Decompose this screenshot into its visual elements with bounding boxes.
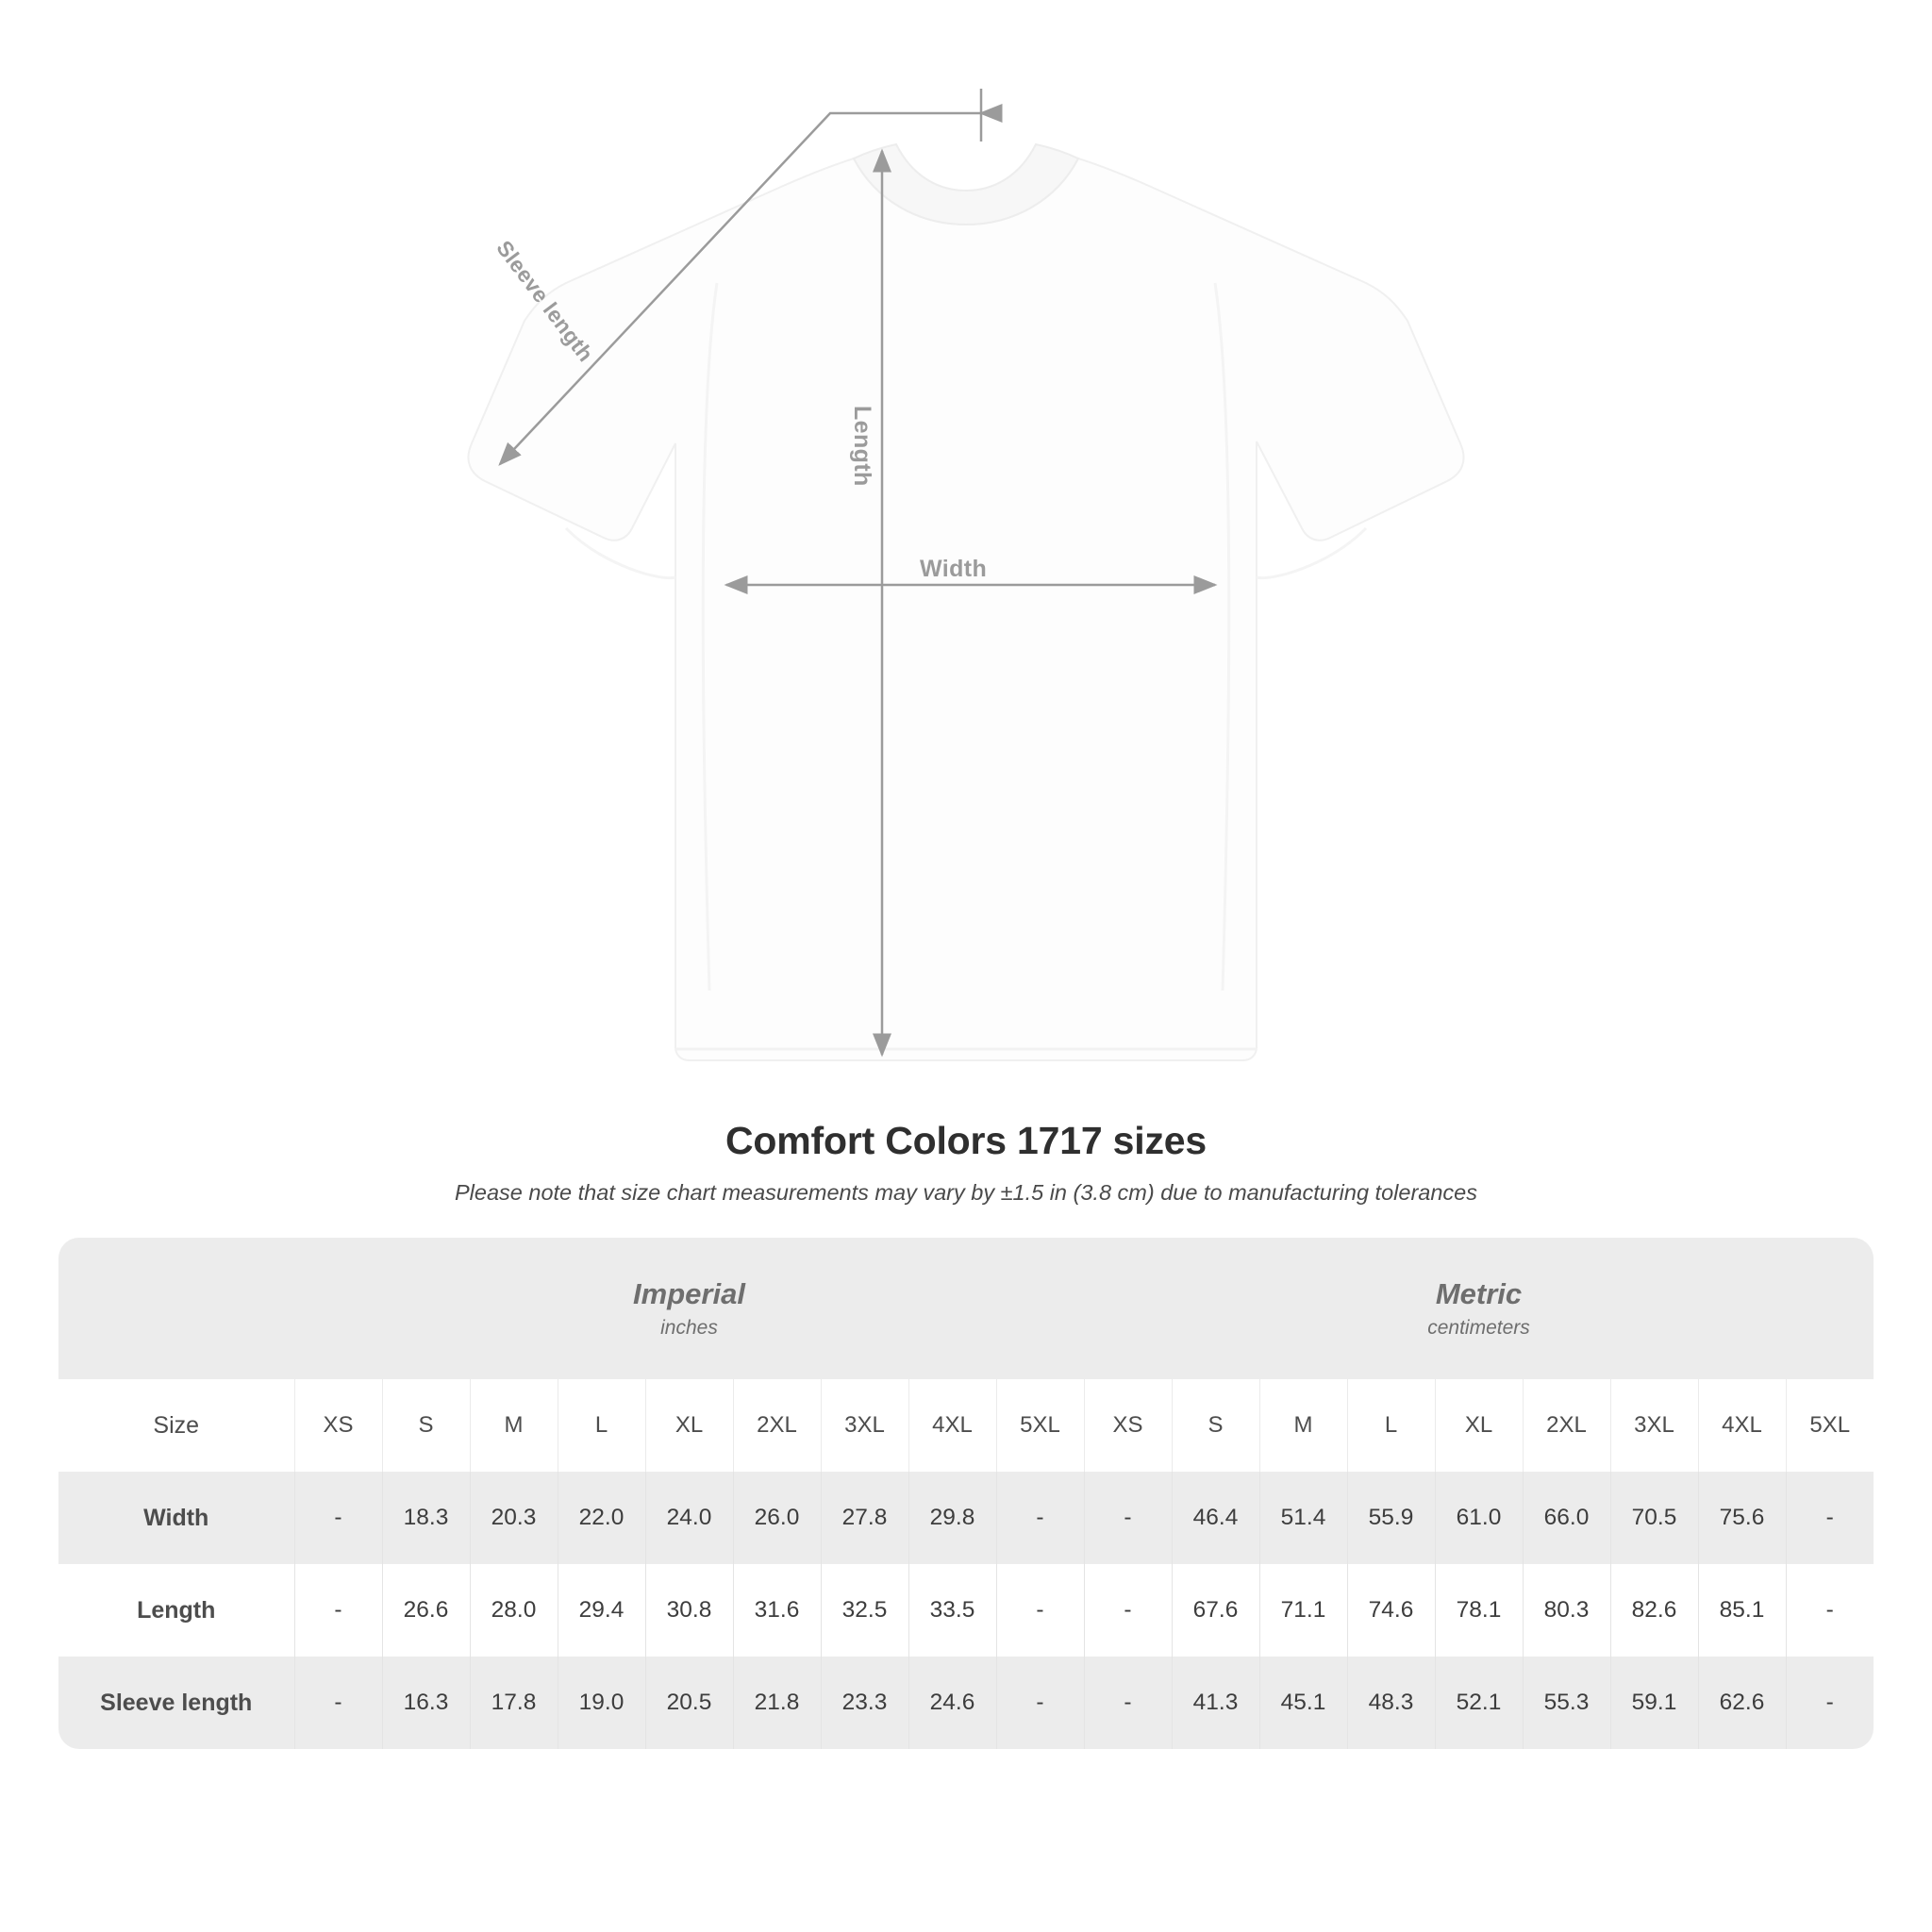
measurement-cell: 45.1 <box>1259 1657 1347 1749</box>
column-header: 2XL <box>733 1379 821 1472</box>
measurement-cell: 48.3 <box>1347 1657 1435 1749</box>
measurement-cell: 62.6 <box>1698 1657 1786 1749</box>
measurement-cell: 27.8 <box>821 1472 908 1564</box>
measurement-cell: 67.6 <box>1172 1564 1259 1657</box>
table-row <box>58 1657 1874 1749</box>
measurement-cell: - <box>996 1472 1084 1564</box>
width-label: Width <box>920 556 988 582</box>
measurement-cell: 21.8 <box>733 1657 821 1749</box>
measurement-cell: 74.6 <box>1347 1564 1435 1657</box>
measurement-cell: 26.0 <box>733 1472 821 1564</box>
unit-name: Imperial <box>633 1277 745 1310</box>
column-header: S <box>382 1379 470 1472</box>
measurement-cell: - <box>996 1564 1084 1657</box>
column-header: M <box>470 1379 558 1472</box>
measurement-cell: 51.4 <box>1259 1472 1347 1564</box>
measurement-cell: 55.9 <box>1347 1472 1435 1564</box>
measurement-cell: 16.3 <box>382 1657 470 1749</box>
page-title: Comfort Colors 1717 sizes <box>725 1119 1207 1162</box>
measurement-cell: 55.3 <box>1523 1657 1610 1749</box>
measurement-cell: 85.1 <box>1698 1564 1786 1657</box>
tolerance-note: Please note that size chart measurements may vary by ±1.5 in (3.8 cm) due to manufacturing tolerances <box>455 1180 1477 1205</box>
unit-subtitle: centimeters <box>1427 1317 1530 1339</box>
column-header: 5XL <box>996 1379 1084 1472</box>
measurement-cell: - <box>1786 1657 1874 1749</box>
row-header: Sleeve length <box>58 1657 294 1749</box>
measurement-cell: 26.6 <box>382 1564 470 1657</box>
measurement-cell: - <box>1786 1472 1874 1564</box>
unit-name: Metric <box>1435 1277 1523 1310</box>
measurement-cell: 29.8 <box>908 1472 996 1564</box>
measurement-cell: 66.0 <box>1523 1472 1610 1564</box>
measurement-cell: 24.0 <box>645 1472 733 1564</box>
column-header: XL <box>1435 1379 1523 1472</box>
measurement-cell: 78.1 <box>1435 1564 1523 1657</box>
measurement-cell: 33.5 <box>908 1564 996 1657</box>
measurement-cell: 22.0 <box>558 1472 645 1564</box>
column-header: XS <box>294 1379 382 1472</box>
measurement-cell: 71.1 <box>1259 1564 1347 1657</box>
measurement-cell: 19.0 <box>558 1657 645 1749</box>
measurement-cell: - <box>996 1657 1084 1749</box>
unit-subtitle: inches <box>660 1317 718 1339</box>
size-corner-label: Size <box>58 1379 294 1472</box>
column-header: 4XL <box>908 1379 996 1472</box>
measurement-cell: 80.3 <box>1523 1564 1610 1657</box>
measurement-cell: 23.3 <box>821 1657 908 1749</box>
row-header: Length <box>58 1564 294 1657</box>
size-table-wrapper <box>58 1238 1874 1749</box>
measurement-cell: 20.5 <box>645 1657 733 1749</box>
size-header-row <box>58 1379 1874 1472</box>
size-table <box>58 1238 1874 1749</box>
unit-header-row <box>58 1238 1874 1379</box>
measurement-cell: - <box>1786 1564 1874 1657</box>
length-label: Length <box>849 406 875 487</box>
column-header: L <box>1347 1379 1435 1472</box>
measurement-cell: 18.3 <box>382 1472 470 1564</box>
measurement-cell: 82.6 <box>1610 1564 1698 1657</box>
measurement-cell: 32.5 <box>821 1564 908 1657</box>
column-header: 5XL <box>1786 1379 1874 1472</box>
unit-header-metric <box>1084 1238 1874 1379</box>
sleeve-length-label: Sleeve length <box>491 236 599 367</box>
measurement-cell: 17.8 <box>470 1657 558 1749</box>
measurement-cell: - <box>294 1472 382 1564</box>
measurement-cell: 59.1 <box>1610 1657 1698 1749</box>
row-header: Width <box>58 1472 294 1564</box>
column-header: 4XL <box>1698 1379 1786 1472</box>
measurement-cell: 41.3 <box>1172 1657 1259 1749</box>
measurement-cell: 52.1 <box>1435 1657 1523 1749</box>
table-row <box>58 1472 1874 1564</box>
column-header: 2XL <box>1523 1379 1610 1472</box>
column-header: M <box>1259 1379 1347 1472</box>
table-row <box>58 1564 1874 1657</box>
measurement-cell: 70.5 <box>1610 1472 1698 1564</box>
measurement-cell: 61.0 <box>1435 1472 1523 1564</box>
measurement-cell: 31.6 <box>733 1564 821 1657</box>
measurement-cell: - <box>1084 1657 1172 1749</box>
measurement-cell: 75.6 <box>1698 1472 1786 1564</box>
title-block <box>0 1119 1932 1206</box>
measurement-cell: 24.6 <box>908 1657 996 1749</box>
unit-header-imperial <box>294 1238 1084 1379</box>
measurement-cell: 29.4 <box>558 1564 645 1657</box>
measurement-cell: - <box>294 1657 382 1749</box>
measurement-cell: 28.0 <box>470 1564 558 1657</box>
unit-row-spacer <box>58 1238 294 1379</box>
measurement-cell: - <box>1084 1564 1172 1657</box>
column-header: 3XL <box>1610 1379 1698 1472</box>
column-header: XL <box>645 1379 733 1472</box>
measurement-cell: 30.8 <box>645 1564 733 1657</box>
measurement-cell: - <box>294 1564 382 1657</box>
tshirt-shape <box>468 144 1463 1060</box>
column-header: S <box>1172 1379 1259 1472</box>
column-header: L <box>558 1379 645 1472</box>
measurement-cell: 46.4 <box>1172 1472 1259 1564</box>
measurement-cell: 20.3 <box>470 1472 558 1564</box>
column-header: 3XL <box>821 1379 908 1472</box>
measurement-cell: - <box>1084 1472 1172 1564</box>
column-header: XS <box>1084 1379 1172 1472</box>
